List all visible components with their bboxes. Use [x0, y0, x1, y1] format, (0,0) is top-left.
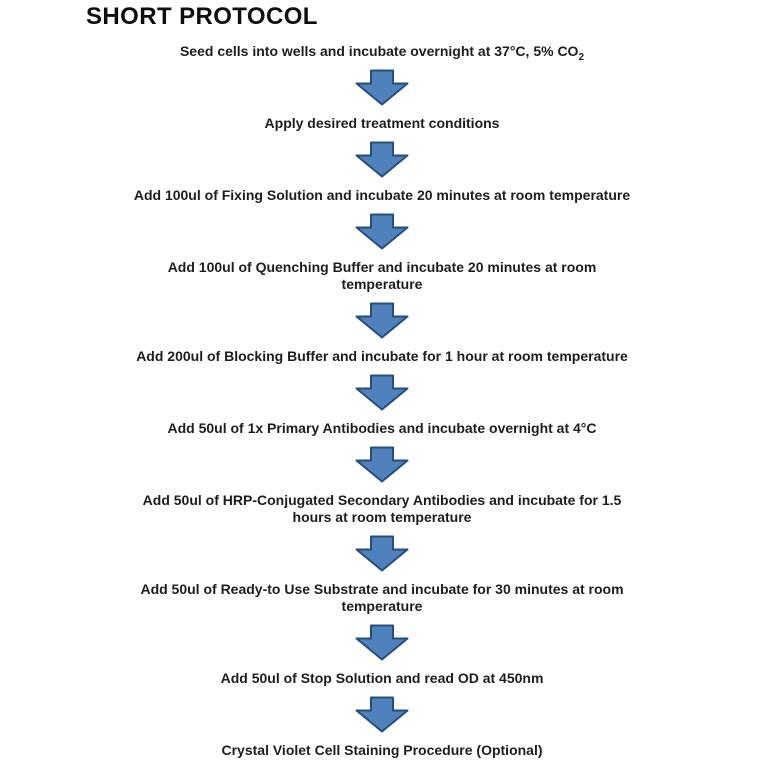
protocol-step: Add 100ul of Fixing Solution and incubate 20 minutes at room temperature: [133, 187, 631, 203]
protocol-step: Crystal Violet Cell Staining Procedure (Optional): [221, 742, 543, 758]
down-arrow-icon: [354, 302, 410, 339]
protocol-step: Add 200ul of Blocking Buffer and incubate for 1 hour at room temperature: [136, 348, 628, 364]
protocol-step: Add 100ul of Quenching Buffer and incubate 20 minutes at room temperature: [167, 259, 597, 292]
down-arrow-icon: [354, 624, 410, 661]
down-arrow-icon: [354, 374, 410, 411]
subscript-text: 2: [578, 51, 585, 63]
protocol-step: Add 50ul of 1x Primary Antibodies and incubate overnight at 4°C: [167, 420, 597, 436]
page-title: SHORT PROTOCOL: [86, 3, 318, 30]
down-arrow-icon: [354, 141, 410, 178]
protocol-step: Add 50ul of Ready-to Use Substrate and incubate for 30 minutes at room temperature: [140, 581, 624, 614]
protocol-step: Apply desired treatment conditions: [264, 115, 500, 131]
down-arrow-icon: [354, 696, 410, 733]
down-arrow-icon: [354, 213, 410, 250]
down-arrow-icon: [354, 69, 410, 106]
protocol-step: Add 50ul of Stop Solution and read OD at 450nm: [220, 670, 544, 686]
protocol-flow: [0, 43, 764, 759]
protocol-step: Add 50ul of HRP-Conjugated Secondary Antibodies and incubate for 1.5 hours at room temperature: [142, 492, 622, 525]
down-arrow-icon: [354, 446, 410, 483]
down-arrow-icon: [354, 535, 410, 572]
protocol-step: Seed cells into wells and incubate overnight at 37°C, 5% $CO_2$: [179, 43, 585, 63]
